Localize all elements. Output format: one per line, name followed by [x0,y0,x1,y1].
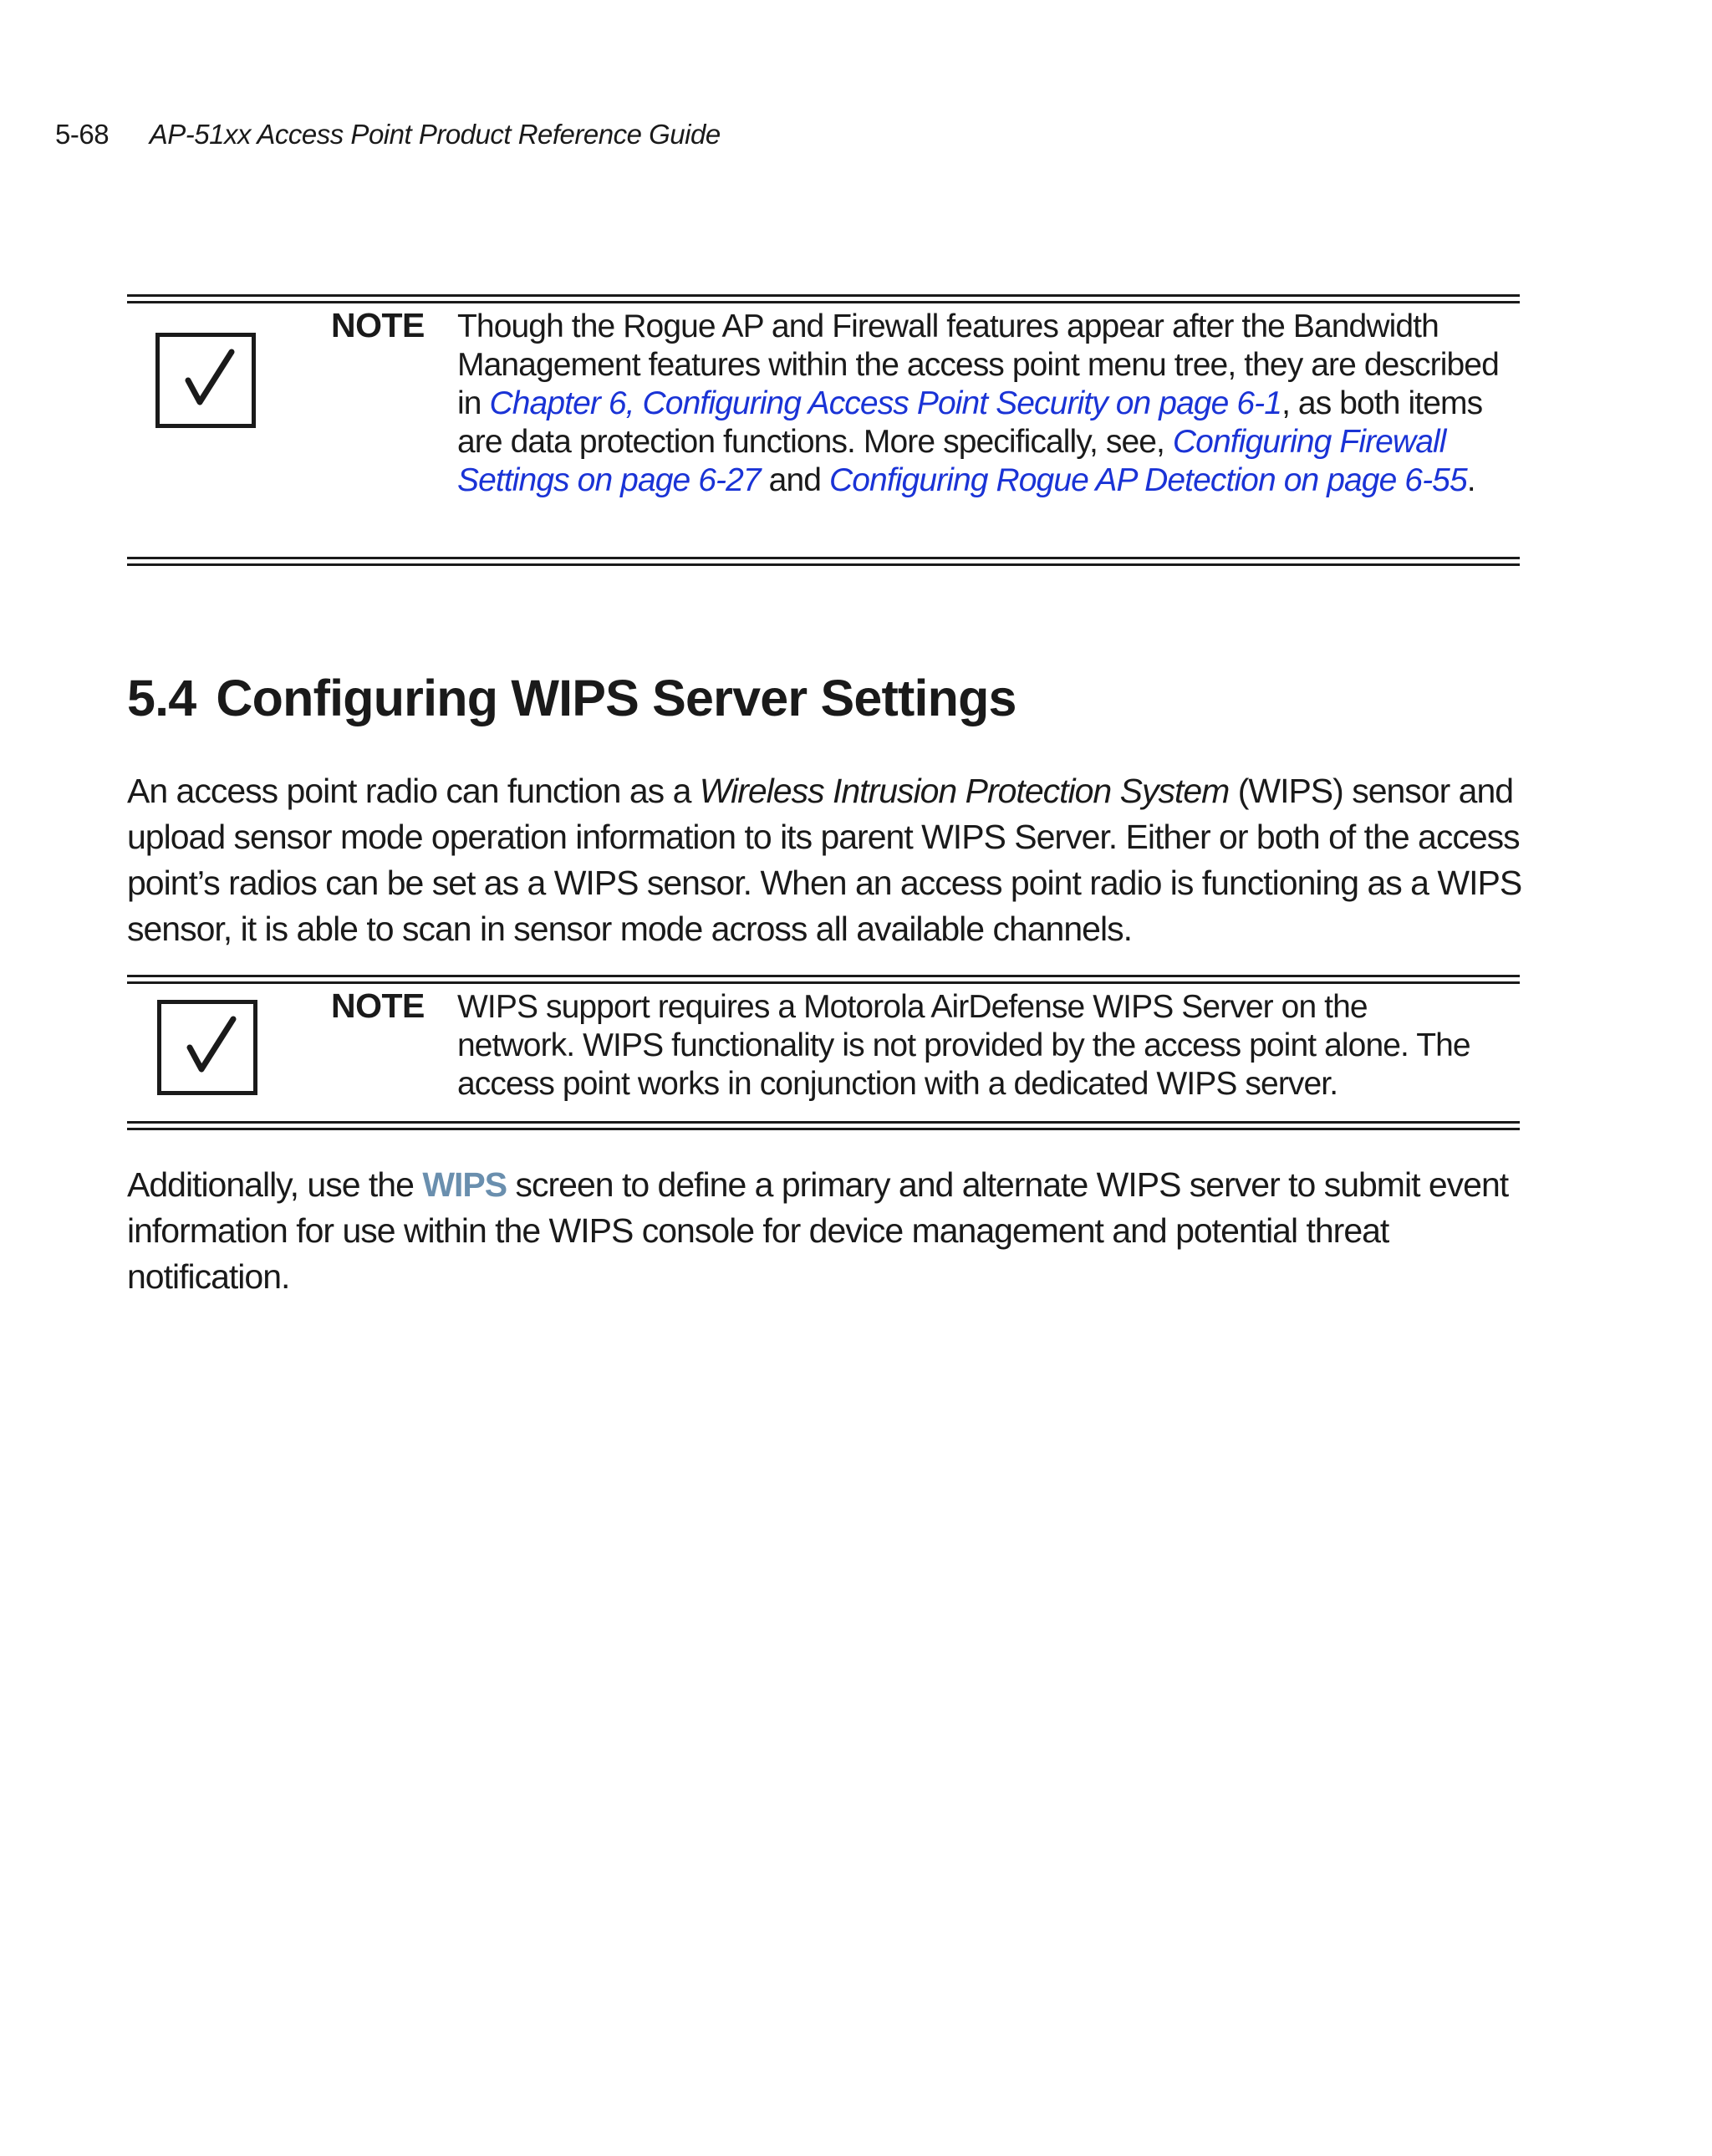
intro-paragraph [127,768,1531,952]
note-text-segment: Though the Rogue AP and Firewall features appear after the Bandwidth Management features within the access point menu tree, they are described in [457,308,1499,421]
wips-screen-term: WIPS [422,1165,507,1204]
note-text-segment: , as both items are data protection functions. More specifically, see, [457,385,1483,460]
wips-term: Wireless Intrusion Protection System [699,772,1230,810]
note-text-segment: and [760,462,829,498]
note-bottom-rule [127,557,1520,566]
note-label: NOTE [331,306,425,344]
paragraph-text: (WIPS) sensor and upload sensor mode operation information to its parent WIPS Server. Either or both of the access point’s radios can be set as a WIPS sensor. When an access point radio is functioning as a WIPS sensor, it is able to scan in sensor mode across all available channels. [127,772,1522,948]
page-header [55,119,721,150]
note-box-2 [127,975,1520,1130]
paragraph-text: Additionally, use the [127,1165,423,1204]
chapter-6-link[interactable]: Chapter 6, Configuring Access Point Security on page 6-1 [489,385,1282,421]
rogue-ap-detection-link[interactable]: Configuring Rogue AP Detection on page 6-55 [828,462,1467,498]
page-number: 5-68 [55,119,110,150]
wips-screen-paragraph [127,1162,1531,1300]
note-bottom-rule [127,1121,1520,1130]
note-text-segment: . [1466,462,1475,498]
section-heading [127,669,1016,727]
section-number: 5.4 [127,670,196,726]
note-box-1 [127,294,1520,566]
paragraph-text: An access point radio can function as a [127,772,700,810]
note-label: NOTE [331,986,425,1025]
note-text [457,308,1511,500]
firewall-settings-link[interactable]: Configuring Firewall Settings on page 6-27 [457,424,1446,498]
section-title: Configuring WIPS Server Settings [216,670,1016,726]
guide-title: AP-51xx Access Point Product Reference Guide [149,119,721,150]
paragraph-text: screen to define a primary and alternate WIPS server to submit event information for use within the WIPS console for device management and potential threat notification. [127,1165,1509,1296]
note-text: WIPS support requires a Motorola AirDefense WIPS Server on the network. WIPS functionality is not provided by the access point alone. The access point works in conjunction with a dedicated WIPS server. [457,989,1470,1102]
checkmark-icon [155,333,256,428]
note-top-rule [127,294,1520,303]
checkmark-icon [157,1000,257,1095]
note-top-rule [127,975,1520,984]
